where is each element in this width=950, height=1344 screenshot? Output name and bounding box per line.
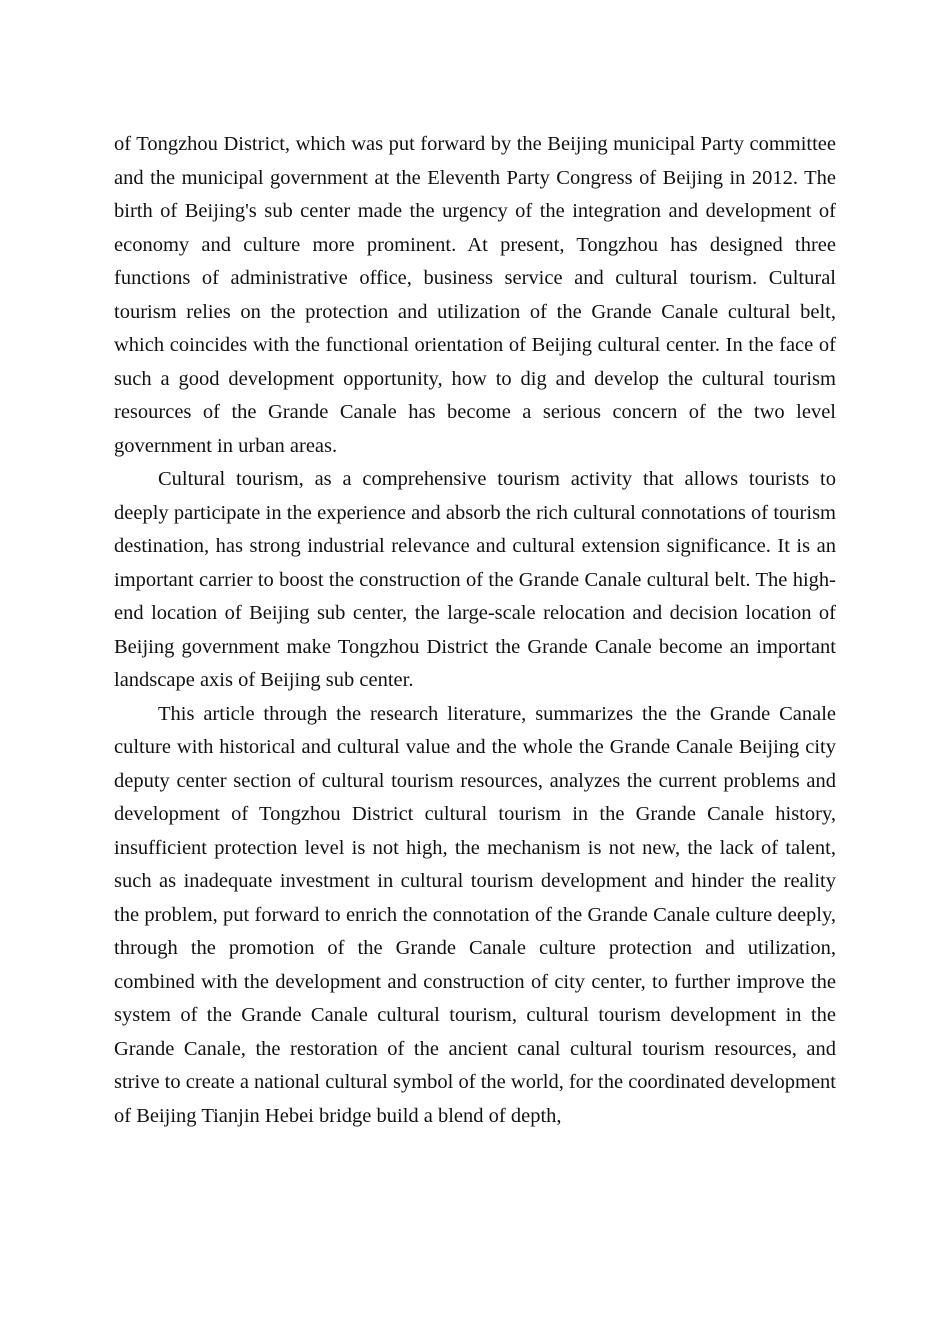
paragraph-article-summary: This article through the research literature, summarizes the the Grande Canale culture with historical and cultural value and the whole the Grande Canale Beijing city deputy center section of cultural tourism resources, analyzes the current problems and development of Tongzhou District cultural tourism in the Grande Canale history, insufficient protection level is not high, the mechanism is not new, the lack of talent, such as inadequate investment in cultural tourism development and hinder the reality the problem, put forward to enrich the connotation of the Grande Canale culture deeply, through the promotion of the Grande Canale culture protection and utilization, combined with the development and construction of city center, to further improve the system of the Grande Canale cultural tourism, cultural tourism development in the Grande Canale, the restoration of the ancient canal cultural tourism resources, and strive to create a national cultural symbol of the world, for the coordinated development of Beijing Tianjin Hebei bridge build a blend of depth, — [114, 702, 836, 1127]
body-text — [114, 128, 836, 1133]
paragraph-continuation: of Tongzhou District, which was put forward by the Beijing municipal Party committee and the municipal government at the Eleventh Party Congress of Beijing in 2012. The birth of Beijing's sub center made the urgency of the integration and development of economy and culture more prominent. At present, Tongzhou has designed three functions of administrative office, business service and cultural tourism. Cultural tourism relies on the protection and utilization of the Grande Canale cultural belt, which coincides with the functional orientation of Beijing cultural center. In the face of such a good development opportunity, how to dig and develop the cultural tourism resources of the Grande Canale has become a serious concern of the two level government in urban areas. — [114, 133, 836, 457]
paragraph-cultural-tourism: Cultural tourism, as a comprehensive tourism activity that allows tourists to deeply participate in the experience and absorb the rich cultural connotations of tourism destination, has strong industrial relevance and cultural extension significance. It is an important carrier to boost the construction of the Grande Canale cultural belt. The high-end location of Beijing sub center, the large-scale relocation and decision location of Beijing government make Tongzhou District the Grande Canale become an important landscape axis of Beijing sub center. — [114, 468, 836, 691]
